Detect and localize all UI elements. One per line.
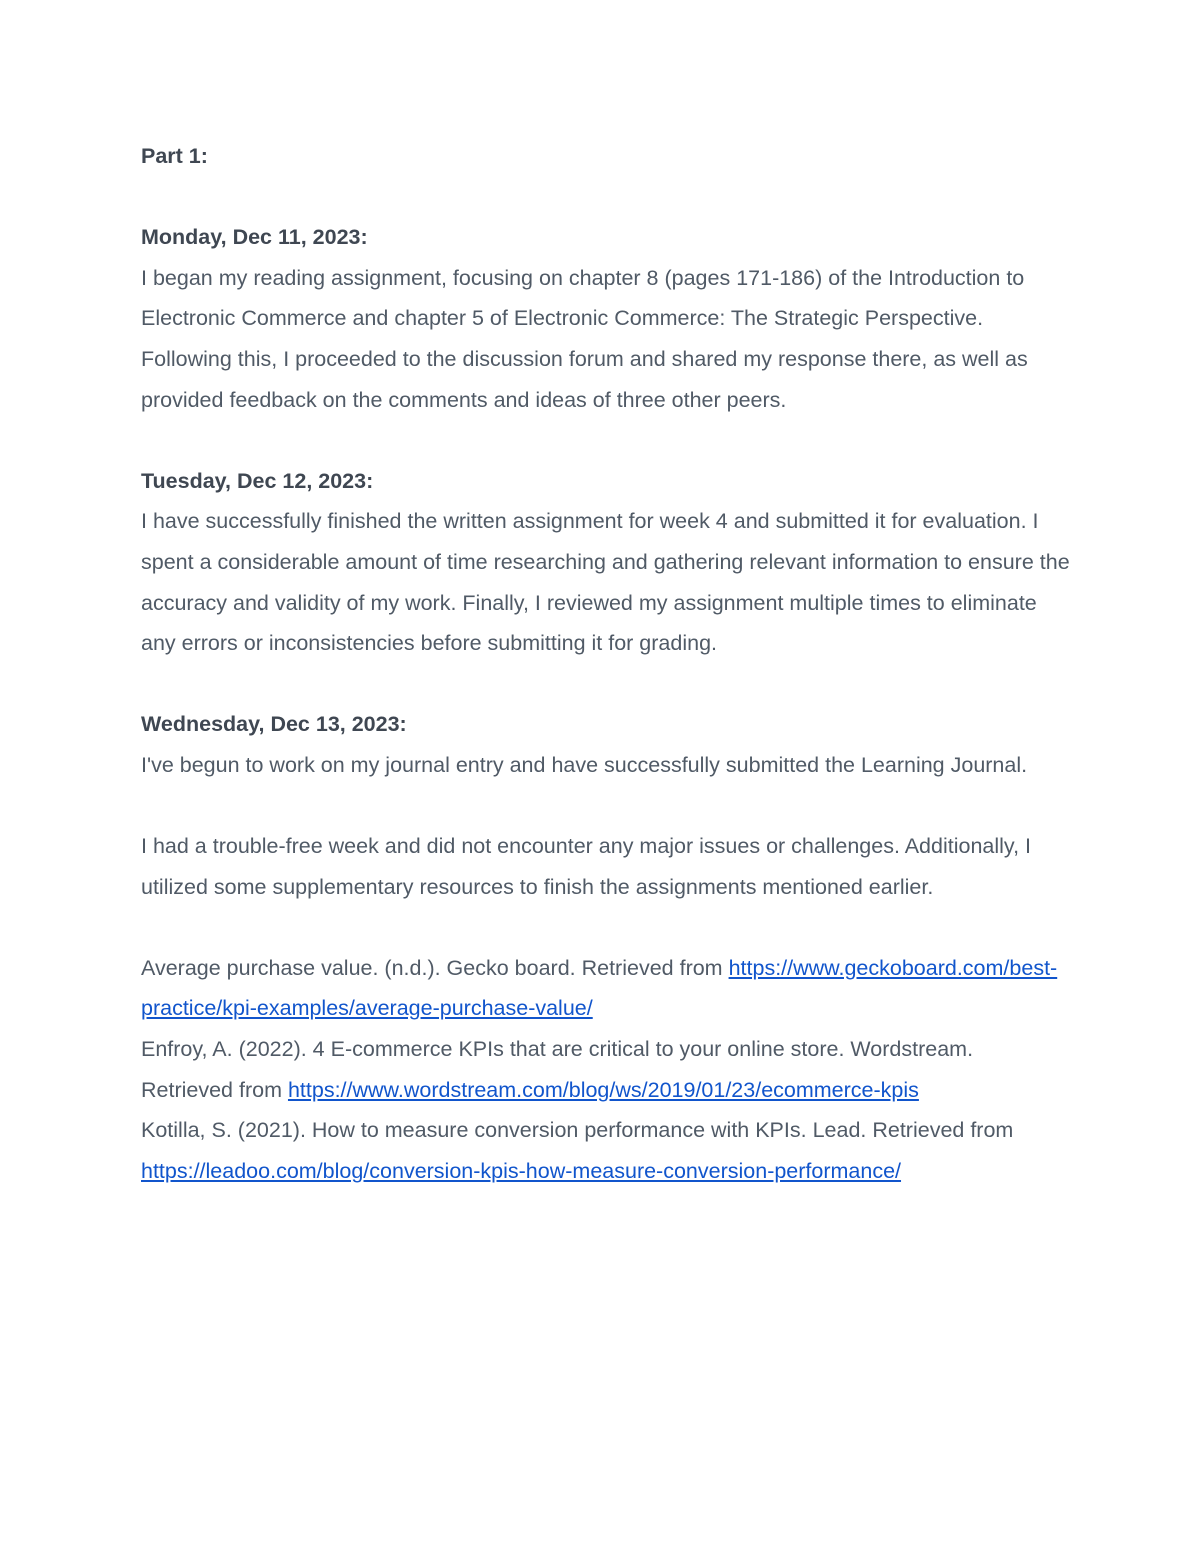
spacer: [141, 786, 1071, 827]
spacer: [141, 420, 1071, 461]
reference-text: Kotilla, S. (2021). How to measure conversion performance with KPIs. Lead. Retrieved from: [141, 1118, 1014, 1143]
reference-entry: [141, 1029, 1071, 1110]
reference-entry: [141, 948, 1071, 1029]
weekly-summary: I had a trouble-free week and did not encounter any major issues or challenges. Additionally, I utilized some supplementary resources to finish the assignments mentioned earlier.: [141, 834, 1031, 899]
entry-date: Tuesday, Dec 12, 2023:: [141, 468, 374, 493]
spacer: [141, 907, 1071, 948]
spacer: [141, 664, 1071, 705]
entry-date: Wednesday, Dec 13, 2023:: [141, 712, 407, 737]
entry-date: Monday, Dec 11, 2023:: [141, 225, 368, 250]
spacer: [141, 177, 1071, 218]
entry-body: I've begun to work on my journal entry and have successfully submitted the Learning Journal.: [141, 752, 1028, 777]
reference-link[interactable]: https://www.wordstream.com/blog/ws/2019/01/23/ecommerce-kpis: [287, 1077, 919, 1102]
part-title: Part 1:: [141, 144, 208, 168]
reference-text: Enfroy, A. (2022). 4 E-commerce KPIs that are critical to your online store. Wordstream. Retrieved from: [141, 1037, 974, 1102]
entry-body: I began my reading assignment, focusing on chapter 8 (pages 171-186) of the Introduction to Electronic Commerce and chapter 5 of Electronic Commerce: The Strategic Perspective. Following this, I proceeded to the discussion forum and shared my response there, as well as provided feedback on the comments and ideas of three other peers.: [141, 265, 1028, 412]
references-list: [141, 948, 1071, 1192]
entry-body: I have successfully finished the written assignment for week 4 and submitted it for evaluation. I spent a considerable amount of time researching and gathering relevant information to ensure the accuracy and validity of my work. Finally, I reviewed my assignment multiple times to eliminate any errors or inconsistencies before submitting it for grading.: [141, 509, 1070, 656]
reference-text: Average purchase value. (n.d.). Gecko board. Retrieved from: [141, 955, 729, 980]
reference-link[interactable]: https://leadoo.com/blog/conversion-kpis-how-measure-conversion-performance/: [141, 1158, 902, 1183]
reference-link[interactable]: https://www.geckoboard.com/best-practice/kpi-examples/average-purchase-value/: [141, 955, 1058, 1021]
reference-entry: [141, 1110, 1071, 1191]
document-page: [141, 136, 1071, 1191]
